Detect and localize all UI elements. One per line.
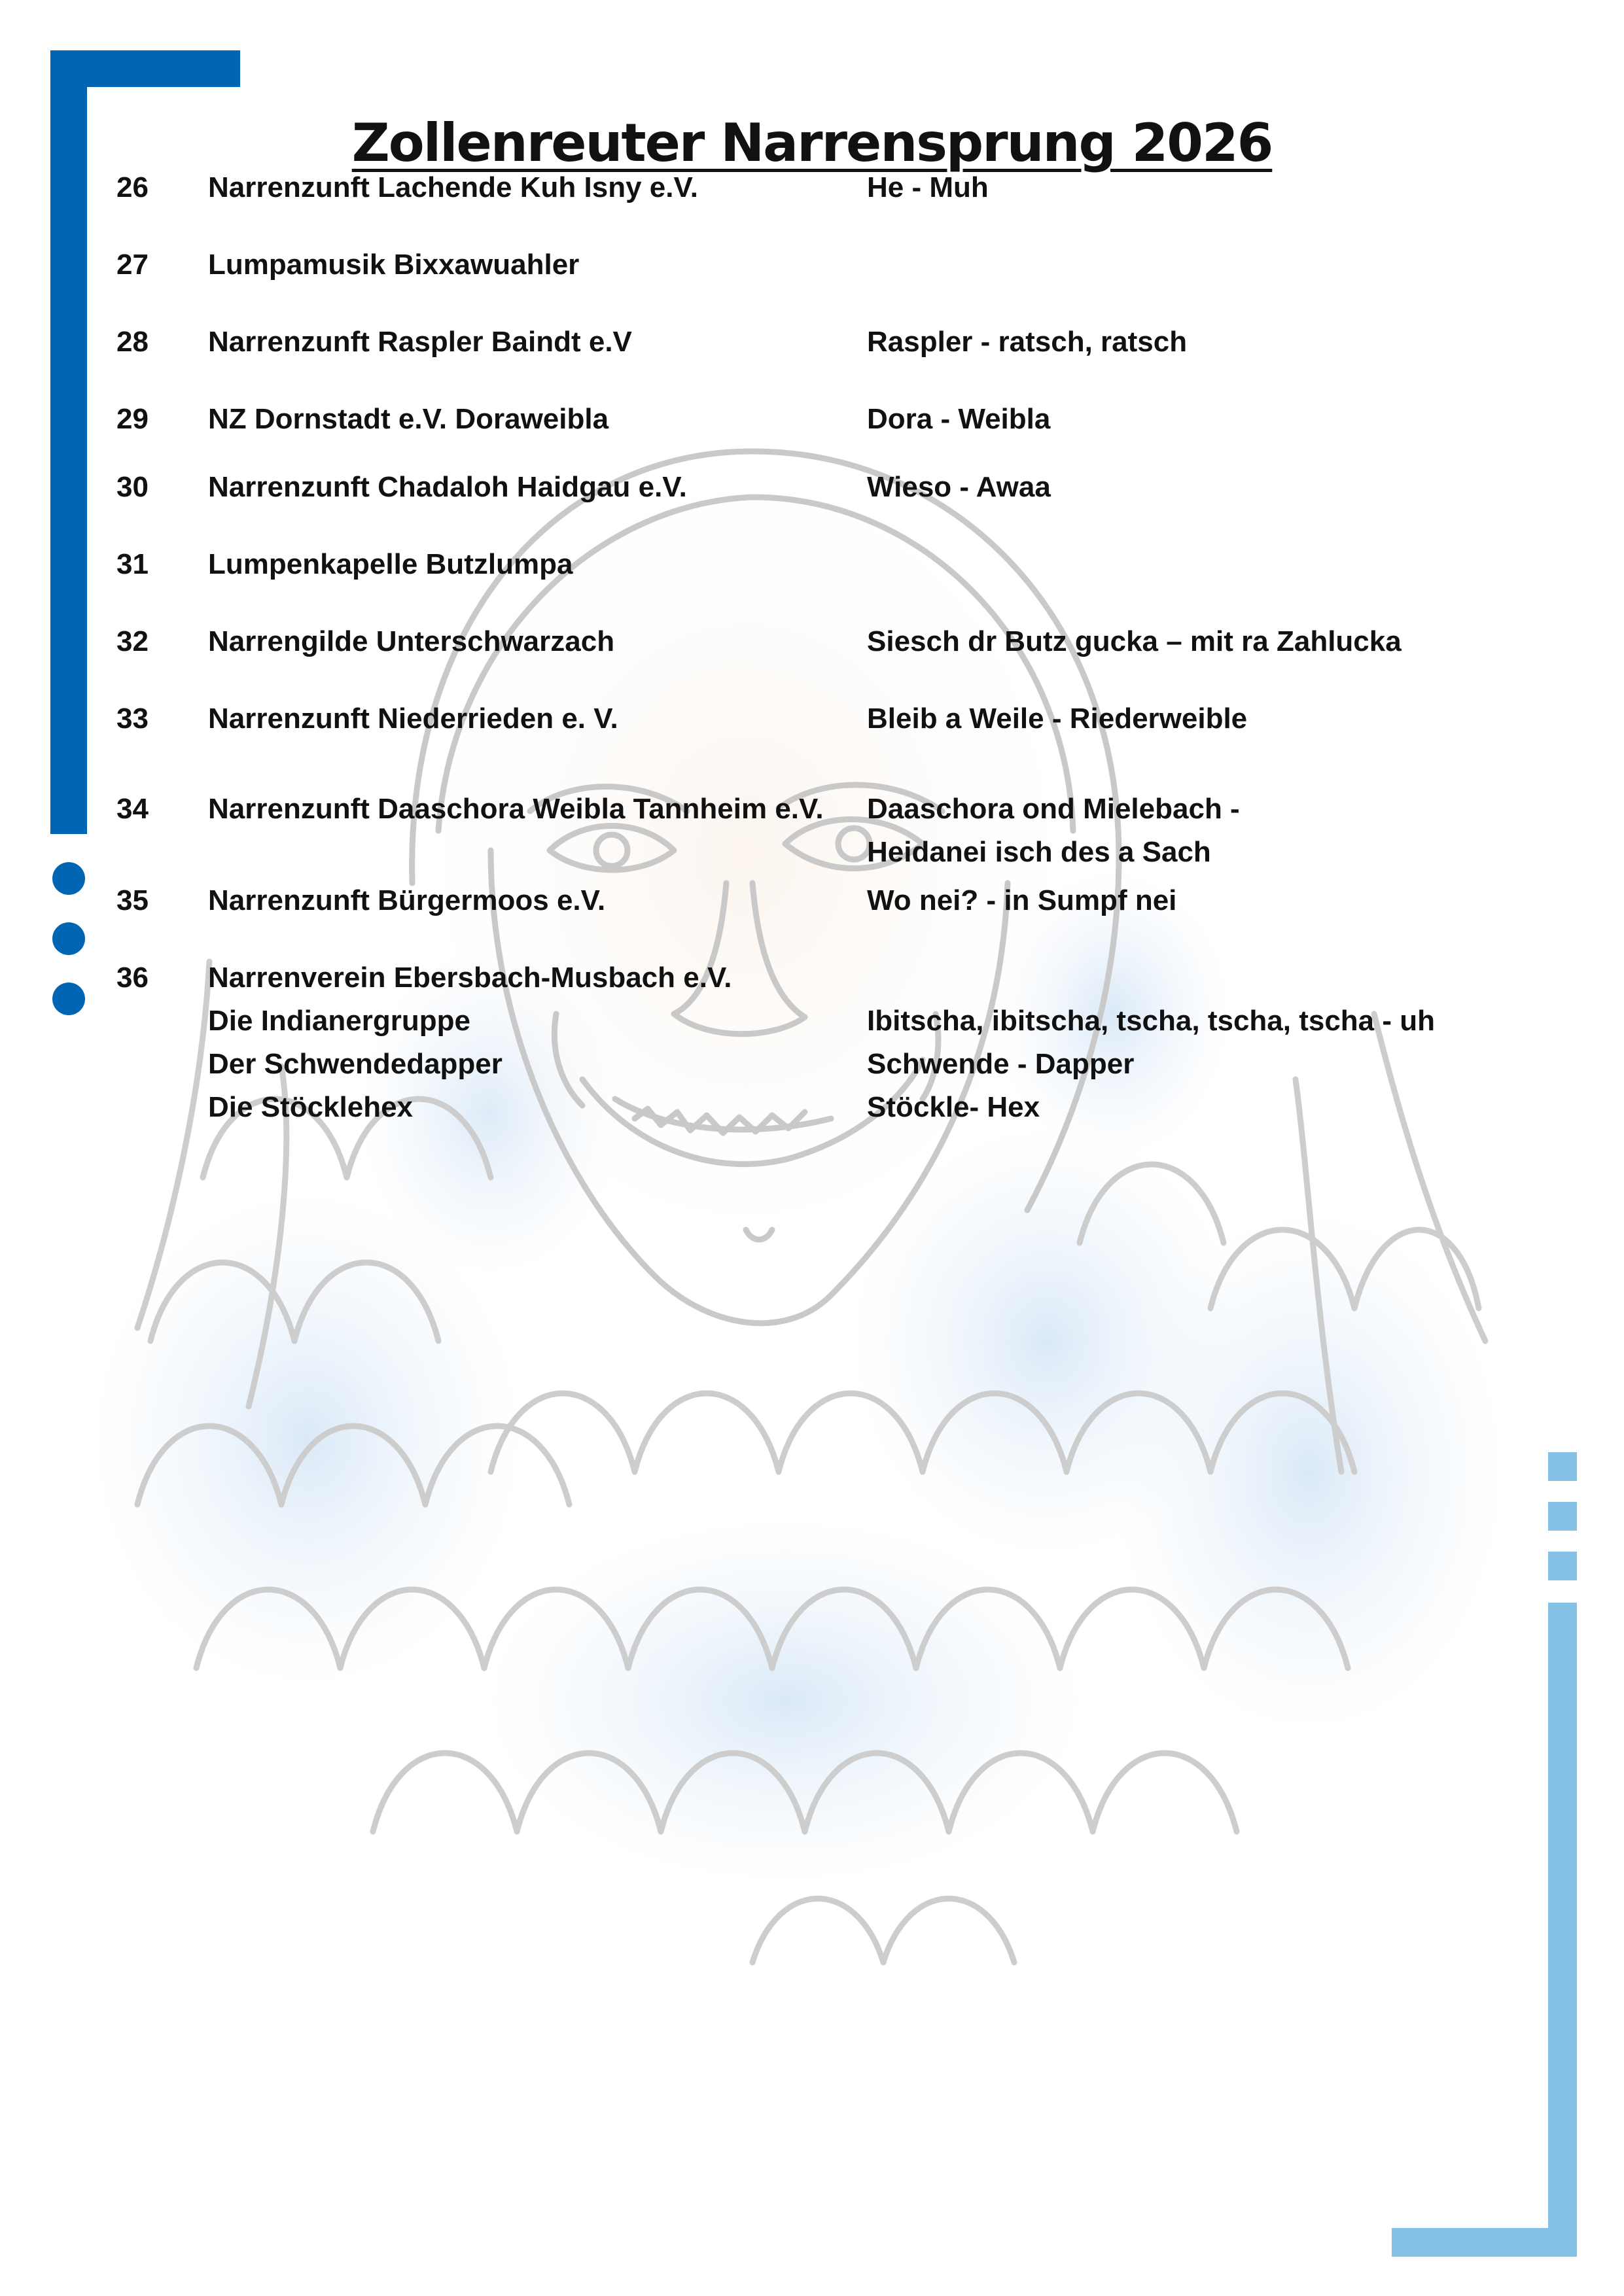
- entry-name-line: Der Schwendedapper: [208, 1048, 503, 1080]
- page-title: Zollenreuter Narrensprung 2026: [351, 112, 1273, 173]
- entry-number: 28: [116, 326, 149, 358]
- frame-dot: [52, 983, 85, 1015]
- entry-name-line: Die Indianergruppe: [208, 1005, 470, 1037]
- entry-motto: [867, 166, 1547, 209]
- entry-motto-line: [867, 956, 1547, 1000]
- entry-motto-line: He - Muh: [867, 171, 989, 203]
- entry-name-line: Lumpenkapelle Butzlumpa: [208, 548, 573, 580]
- entry-name-line: Narrenzunft Lachende Kuh Isny e.V.: [208, 171, 698, 203]
- entry-motto-line: Stöckle- Hex: [867, 1091, 1040, 1123]
- frame-square: [1548, 1502, 1577, 1531]
- entry-motto-line: Wo nei? - in Sumpf nei: [867, 884, 1177, 916]
- entry-motto-line: Raspler - ratsch, ratsch: [867, 326, 1188, 358]
- entry-name: [208, 620, 862, 663]
- entry-name: [208, 166, 862, 209]
- entry-number: 36: [116, 962, 149, 994]
- frame-top-bar: [50, 50, 240, 87]
- entry-number: 35: [116, 884, 149, 916]
- entry-name-line: Narrenzunft Raspler Baindt e.V: [208, 326, 632, 358]
- entry-motto: [867, 466, 1547, 509]
- entry-name: [208, 956, 862, 1129]
- entry-motto: [867, 321, 1547, 364]
- entry-name: [208, 398, 862, 441]
- frame-bottom-bar: [1392, 2228, 1577, 2257]
- entry-name: [208, 243, 862, 287]
- entry-name-line: NZ Dornstadt e.V. Doraweibla: [208, 403, 609, 435]
- entry-motto-line: Heidanei isch des a Sach: [867, 836, 1211, 868]
- entry-name-line: Narrenverein Ebersbach-Musbach e.V.: [208, 962, 732, 994]
- entry-motto-line: Wieso - Awaa: [867, 471, 1051, 503]
- entry-name-line: Narrenzunft Chadaloh Haidgau e.V.: [208, 471, 687, 503]
- frame-dot: [52, 862, 85, 895]
- frame-square: [1548, 1552, 1577, 1580]
- entry-motto-line: Siesch dr Butz gucka – mit ra Zahlucka: [867, 625, 1402, 657]
- entry-number: 32: [116, 625, 149, 657]
- entry-number: 26: [116, 171, 149, 203]
- entry-number: 33: [116, 703, 149, 735]
- entry-motto: [867, 620, 1547, 663]
- entry-motto: [867, 697, 1547, 740]
- entry-motto: [867, 398, 1547, 441]
- frame-right-bar: [1548, 1603, 1577, 2257]
- entry-number: 30: [116, 471, 149, 503]
- entry-number: 34: [116, 793, 149, 825]
- entry-number: 31: [116, 548, 149, 580]
- entry-name: [208, 321, 862, 364]
- entry-number: 29: [116, 403, 149, 435]
- entry-motto-line: Dora - Weibla: [867, 403, 1051, 435]
- entry-name: [208, 466, 862, 509]
- entry-motto-line: Schwende - Dapper: [867, 1048, 1135, 1080]
- frame-dot: [52, 922, 85, 955]
- entry-name-line: Narrenzunft Daaschora Weibla Tannheim e.V.: [208, 793, 824, 825]
- entry-motto: [867, 788, 1547, 874]
- entry-name: [208, 543, 862, 586]
- entry-name: [208, 697, 862, 740]
- entry-motto-line: Daaschora ond Mielebach -: [867, 793, 1240, 825]
- entry-name-line: Lumpamusik Bixxawuahler: [208, 249, 580, 281]
- entry-name-line: Narrenzunft Bürgermoos e.V.: [208, 884, 606, 916]
- entry-name-line: Narrengilde Unterschwarzach: [208, 625, 615, 657]
- entry-motto: [867, 879, 1547, 922]
- entry-number: 27: [116, 249, 149, 281]
- frame-square: [1548, 1452, 1577, 1481]
- entry-name-line: Die Stöcklehex: [208, 1091, 414, 1123]
- entry-motto: [867, 956, 1547, 1129]
- entry-motto-line: Bleib a Weile - Riederweible: [867, 703, 1248, 735]
- entry-name-line: Narrenzunft Niederrieden e. V.: [208, 703, 618, 735]
- entry-name: [208, 879, 862, 922]
- entry-name: [208, 788, 862, 831]
- entry-motto-line: Ibitscha, ibitscha, tscha, tscha, tscha - uh: [867, 1005, 1436, 1037]
